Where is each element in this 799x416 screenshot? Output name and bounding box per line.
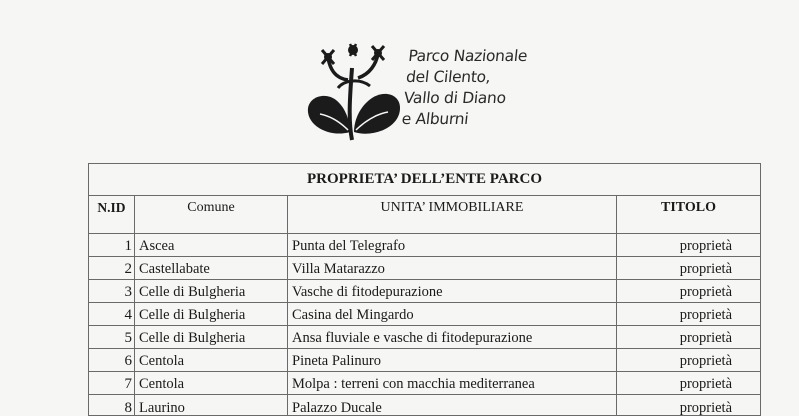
cell-titolo: proprietà [617, 395, 761, 416]
header-nid: N.ID [89, 196, 135, 234]
park-name [401, 46, 540, 130]
cell-titolo: proprietà [617, 234, 761, 257]
table-row [89, 257, 761, 280]
cell-comune: Ascea [135, 234, 288, 257]
cell-titolo: proprietà [617, 349, 761, 372]
properties-table [88, 163, 761, 416]
cell-titolo: proprietà [617, 326, 761, 349]
park-name-line: Parco Nazionale [407, 47, 529, 65]
cell-comune: Centola [135, 349, 288, 372]
table-row [89, 234, 761, 257]
cell-comune: Castellabate [135, 257, 288, 280]
cell-unita: Casina del Mingardo [288, 303, 617, 326]
cell-titolo: proprietà [617, 372, 761, 395]
cell-nid: 4 [89, 303, 135, 326]
cell-nid: 2 [89, 257, 135, 280]
park-name-line: del Cilento, [405, 68, 492, 86]
table-title: PROPRIETA’ DELL’ENTE PARCO [89, 164, 761, 196]
cell-unita: Ansa fluviale e vasche di fitodepurazione [288, 326, 617, 349]
cell-nid: 1 [89, 234, 135, 257]
park-name-line: Vallo di Diano [403, 89, 507, 107]
cell-comune: Laurino [135, 395, 288, 416]
header-comune: Comune [135, 196, 288, 234]
cell-unita: Pineta Palinuro [288, 349, 617, 372]
cell-comune: Celle di Bulgheria [135, 280, 288, 303]
park-emblem-icon [300, 40, 410, 155]
table-row [89, 372, 761, 395]
cell-comune: Celle di Bulgheria [135, 326, 288, 349]
cell-nid: 7 [89, 372, 135, 395]
cell-unita: Punta del Telegrafo [288, 234, 617, 257]
cell-titolo: proprietà [617, 257, 761, 280]
cell-unita: Molpa : terreni con macchia mediterranea [288, 372, 617, 395]
cell-unita: Palazzo Ducale [288, 395, 617, 416]
table-row [89, 280, 761, 303]
cell-nid: 3 [89, 280, 135, 303]
table-row [89, 303, 761, 326]
cell-nid: 8 [89, 395, 135, 416]
park-logo [300, 40, 530, 155]
cell-comune: Celle di Bulgheria [135, 303, 288, 326]
table-row [89, 349, 761, 372]
cell-nid: 6 [89, 349, 135, 372]
cell-titolo: proprietà [617, 303, 761, 326]
header-titolo: TITOLO [617, 196, 761, 234]
cell-unita: Vasche di fitodepurazione [288, 280, 617, 303]
table-header-row [89, 196, 761, 234]
cell-titolo: proprietà [617, 280, 761, 303]
table-row [89, 395, 761, 416]
cell-nid: 5 [89, 326, 135, 349]
table-row [89, 326, 761, 349]
header-unita: UNITA’ IMMOBILIARE [288, 196, 617, 234]
cell-comune: Centola [135, 372, 288, 395]
table-title-row [89, 164, 761, 196]
cell-unita: Villa Matarazzo [288, 257, 617, 280]
park-name-line: e Alburni [400, 110, 470, 128]
